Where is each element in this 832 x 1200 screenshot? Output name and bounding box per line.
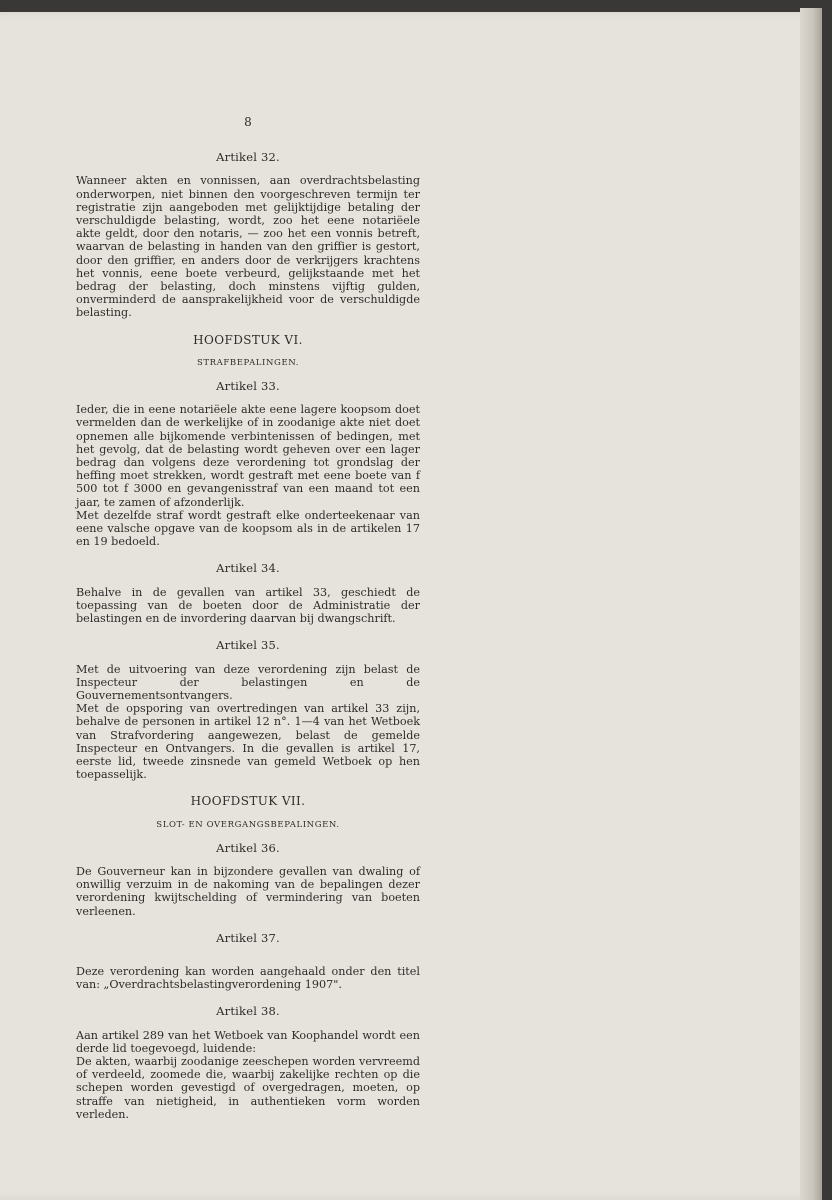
article-33-paragraph-2: Met dezelfde straf wordt gestraft elke onderteekenaar van eene valsche opgave van de koopsom als in de artikelen 17 en 19 bedoeld. <box>76 508 420 549</box>
spacer <box>76 955 420 965</box>
article-38-title: Artikel 38. <box>216 1004 280 1019</box>
article-37 <box>76 932 420 992</box>
article-32-title: Artikel 32. <box>216 150 280 165</box>
article-38-paragraph-2: De akten, waarbij zoodanige zeeschepen worden vervreemd of verdeeld, zoomede die, waarbij zakelijke rechten op die schepen worden gevestigd of overgedragen, moeten, op straffe van nietigheid, in authentieken vorm worden verleden. <box>76 1054 420 1121</box>
article-38 <box>76 1005 420 1121</box>
page-number: 8 <box>244 115 252 129</box>
article-36-paragraph: De Gouverneur kan in bijzondere gevallen van dwaling of onwillig verzuim in de nakoming van de bepalingen dezer verordening kwijtschelding of vermindering van boeten verleenen. <box>76 864 420 918</box>
article-38-paragraph-1: Aan artikel 289 van het Wetboek van Koophandel wordt een derde lid toegevoegd, luidende: <box>76 1028 420 1055</box>
article-33 <box>76 380 420 548</box>
article-35-paragraph-1: Met de uitvoering van deze verordening zijn belast de Inspecteur der belastingen en de Gouvernementsontvangers. <box>76 662 420 702</box>
article-34 <box>76 562 420 625</box>
article-34-title: Artikel 34. <box>216 561 280 576</box>
article-32-paragraph: Wanneer akten en vonnissen, aan overdrachtsbelasting onderworpen, niet binnen den voorgeschreven termijn ter registratie zijn aangeboden met gelijktijdige betaling der verschuldigde belasting, wordt, zoo het eene notariëele akte geldt, door den notaris, — zoo het een vonnis betreft, waarvan de belasting in handen van den griffier is gestort, door den griffier, en anders door de verkrijgers krachtens het vonnis, eene boete verbeurd, gelijkstaande met het bedrag der belasting, doch minstens vijftig gulden, onverminderd de aansprakelijkheid voor de verschuldigde belasting. <box>76 174 420 320</box>
article-32 <box>76 151 420 319</box>
chapter-7-subtitle: SLOT- EN OVERGANGSBEPALINGEN. <box>156 819 340 830</box>
article-35-paragraph-2: Met de opsporing van overtredingen van artikel 33 zijn, behalve de personen in artikel 12 n°. 1—4 van het Wetboek van Strafvordering aangewezen, belast de gemelde Inspecteur en Ontvangers. In die gevallen is artikel 17, eerste lid, tweede zinsnede van gemeld Wetboek op hen toepasselijk. <box>76 702 420 782</box>
article-34-paragraph: Behalve in de gevallen van artikel 33, geschiedt de toepassing van de boeten door de Administratie der belastingen en de invordering daarvan bij dwangschrift. <box>76 585 420 626</box>
article-36-title: Artikel 36. <box>216 840 280 855</box>
article-33-paragraph-1: Ieder, die in eene notariëele akte eene lagere koopsom doet vermelden dan de werkelijke of in zoodanige akte niet doet opnemen alle bijkomende verbintenissen of bedingen, met het gevolg, dat de belasting wordt geheven over een lager bedrag dan volgens deze verordening tot grondslag der heffing moet strekken, wordt gestraft met eene boete van f 500 tot f 3000 en gevangenisstraf van een maand tot een jaar, te zamen of afzonderlijk. <box>76 403 420 509</box>
article-37-title: Artikel 37. <box>216 930 280 945</box>
text-column <box>76 116 420 1135</box>
article-36 <box>76 842 420 918</box>
chapter-6-title: HOOFDSTUK VI. <box>193 332 303 347</box>
page-edge <box>800 8 822 1200</box>
article-35 <box>76 639 420 781</box>
article-33-title: Artikel 33. <box>216 379 280 394</box>
article-37-paragraph: Deze verordening kan worden aangehaald onder den titel van: „Overdrachtsbelastingverordening 1907". <box>76 964 420 992</box>
chapter-6-subtitle: STRAFBEPALINGEN. <box>196 357 300 368</box>
article-35-title: Artikel 35. <box>216 638 280 653</box>
chapter-7-title: HOOFDSTUK VII. <box>190 794 306 809</box>
